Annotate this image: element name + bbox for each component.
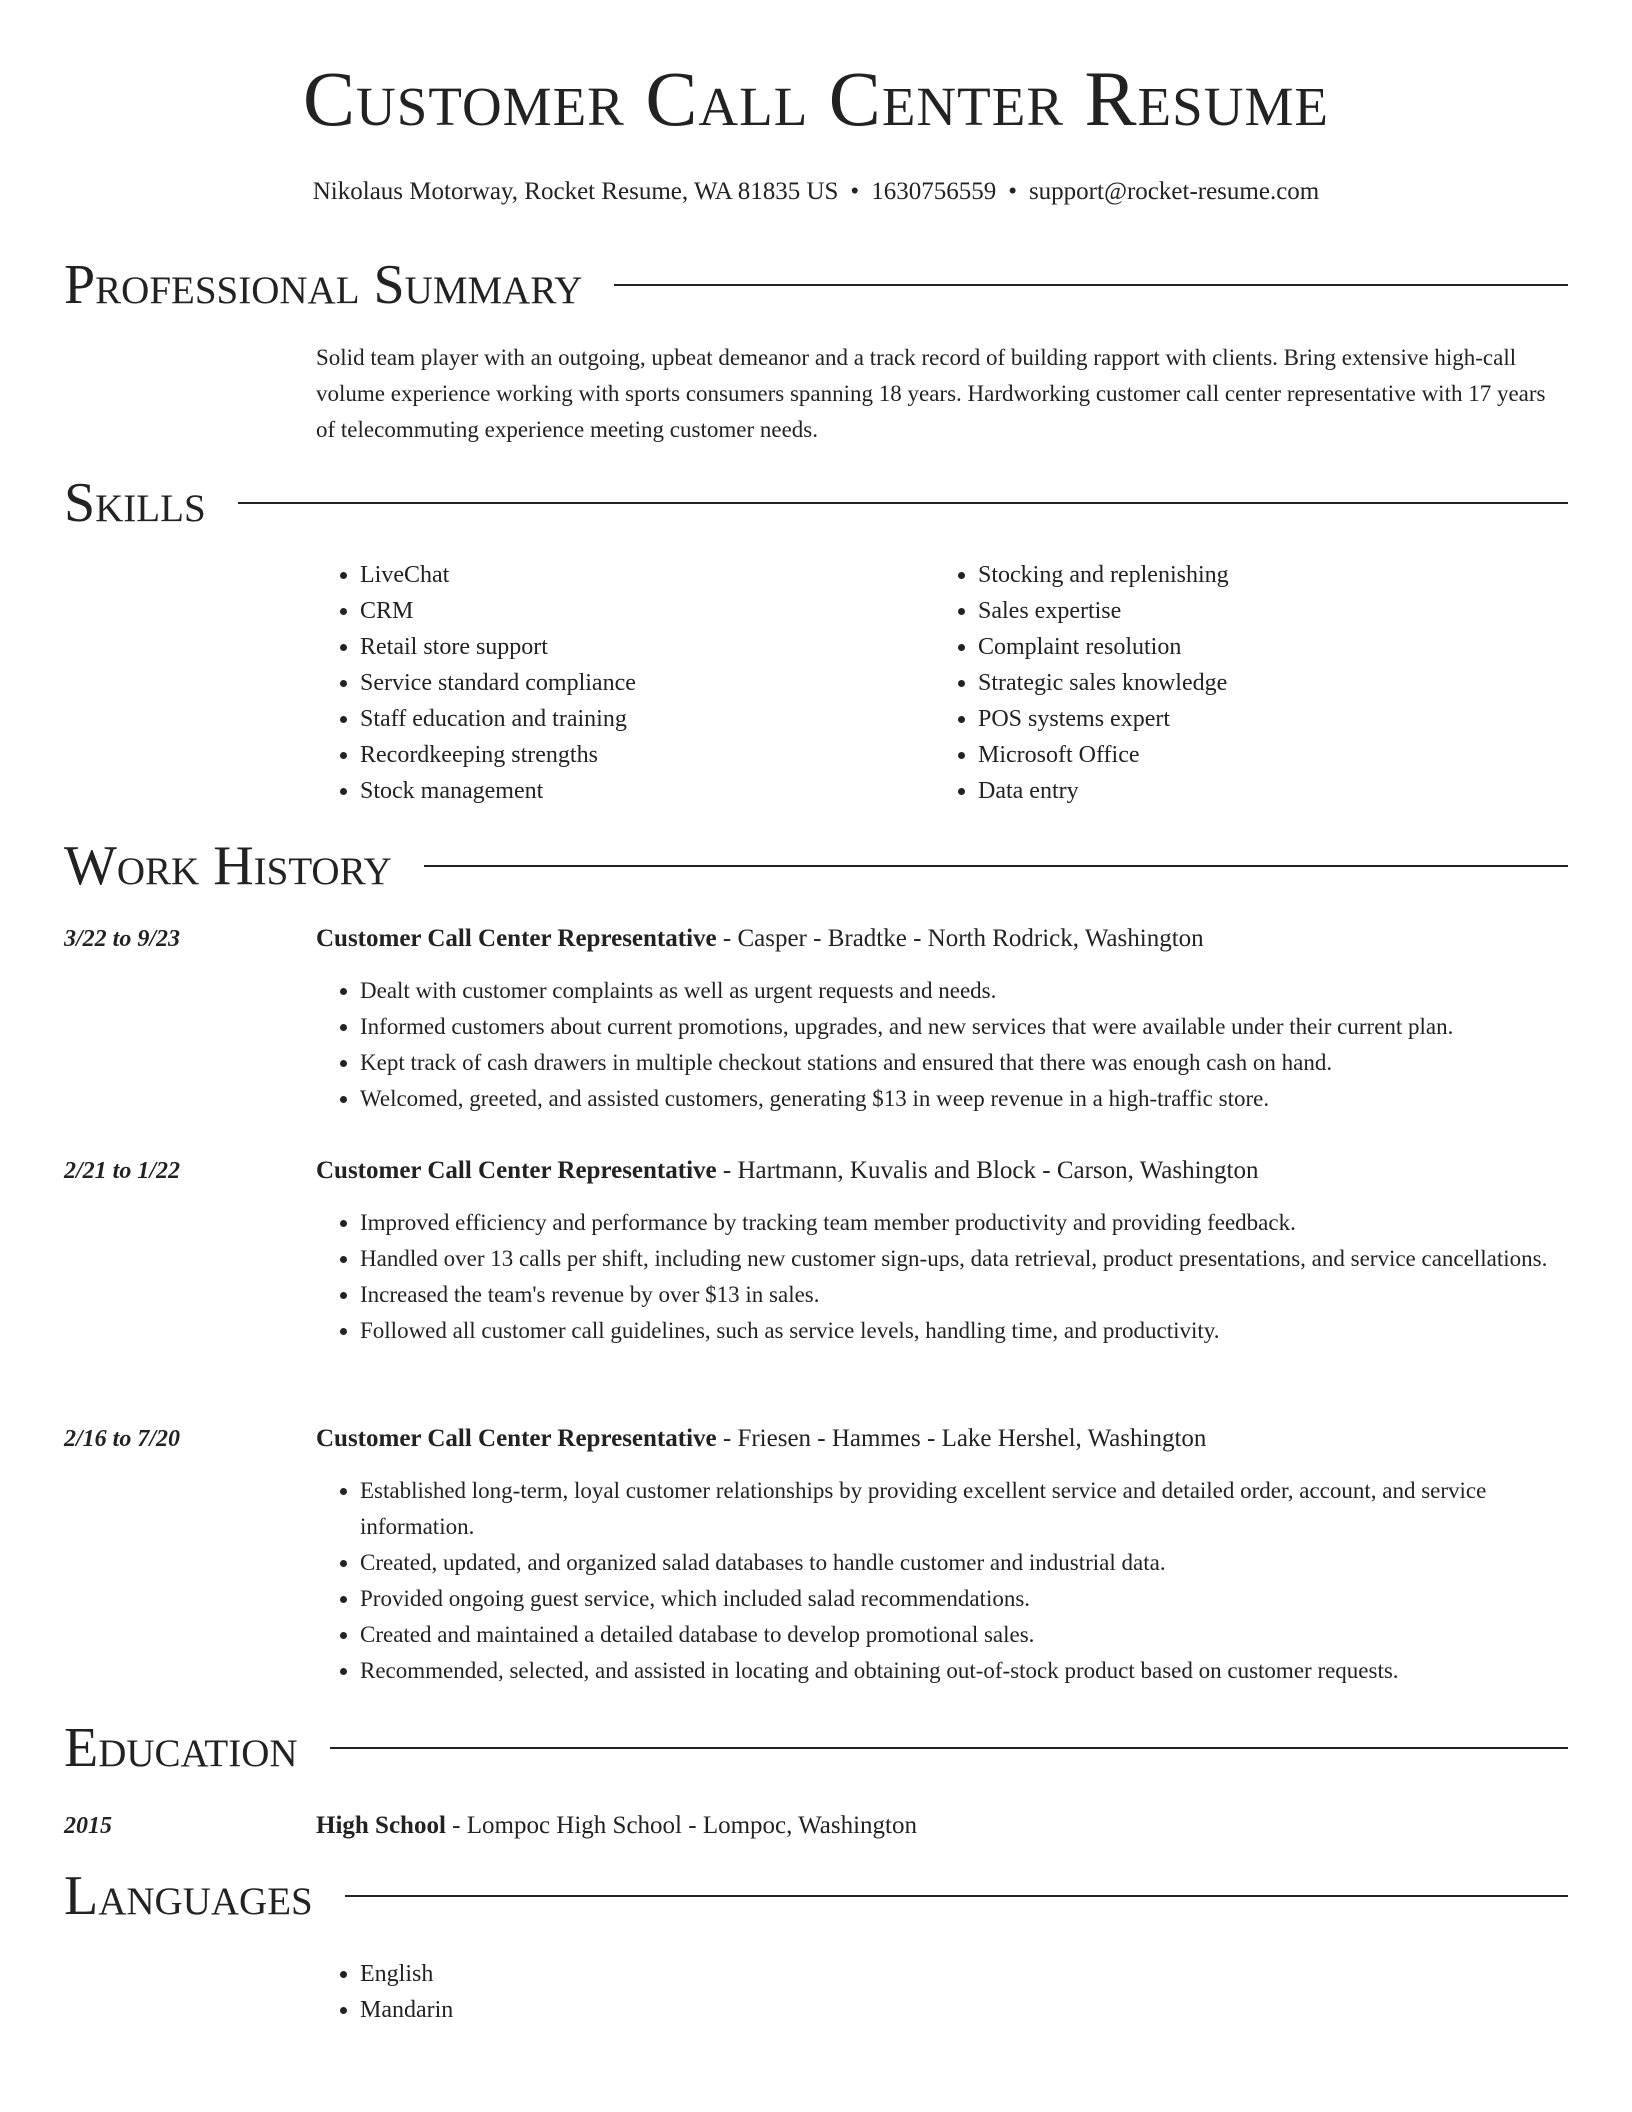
skill-item: • LiveChat — [360, 557, 934, 593]
summary-text: Solid team player with an outgoing, upbeat demeanor and a track record of building rapport with clients. Bring extensive high-call volume experience working with sports consumers spanning 18 years. Hardworking customer call center representative with 17 years of telecommuting experience meeting customer needs. — [316, 345, 1546, 442]
contact-phone: 1630756559 — [871, 178, 997, 205]
job-title: Customer Call Center Representative — [316, 1157, 717, 1184]
skills-column-right — [934, 557, 1552, 809]
section-header-work — [64, 836, 1568, 896]
job-duty: • Improved efficiency and performance by tracking team member productivity and providing feedback. — [360, 1205, 1568, 1241]
section-divider — [238, 502, 1568, 504]
language-item: • Mandarin — [360, 1992, 453, 2028]
education-year: 2015 — [64, 1813, 112, 1839]
section-divider — [614, 284, 1568, 286]
job-dates: 2/21 to 1/22 — [64, 1158, 181, 1184]
section-title-languages: Languages — [64, 1865, 313, 1927]
job-duty: • Handled over 13 calls per shift, including new customer sign-ups, data retrieval, product presentations, and service cancellations. — [360, 1241, 1568, 1277]
job-duty: • Increased the team's revenue by over $13 in sales. — [360, 1277, 1568, 1313]
job-duty: • Dealt with customer complaints as well as urgent requests and needs. — [360, 973, 1568, 1009]
education-school: - Lompoc High School - Lompoc, Washington — [445, 1812, 917, 1839]
skills-column-left — [316, 557, 934, 809]
job-duty: • Created and maintained a detailed database to develop promotional sales. — [360, 1617, 1568, 1653]
skills-list — [316, 557, 1568, 809]
languages-list — [316, 1956, 453, 2028]
page-title: Customer Call Center Resume — [303, 55, 1329, 142]
job-heading — [316, 921, 1204, 957]
section-header-skills — [64, 473, 1568, 533]
contact-address: Nikolaus Motorway, Rocket Resume, WA 81835 US — [312, 178, 839, 205]
language-item: • English — [360, 1956, 453, 1992]
job-duty: • Informed customers about current promotions, upgrades, and new services that were available under their current plan. — [360, 1009, 1568, 1045]
section-header-languages — [64, 1866, 1568, 1926]
job-duty: • Welcomed, greeted, and assisted customers, generating $13 in weep revenue in a high-traffic store. — [360, 1081, 1568, 1117]
education-degree: High School — [316, 1812, 446, 1839]
education-heading — [316, 1808, 917, 1844]
contact-separator: • — [850, 178, 860, 205]
job-heading — [316, 1153, 1259, 1189]
job-duty: • Provided ongoing guest service, which included salad recommendations. — [360, 1581, 1568, 1617]
education-entry — [64, 1808, 1568, 1844]
skill-item: • Recordkeeping strengths — [360, 737, 934, 773]
skill-item: • Stocking and replenishing — [978, 557, 1552, 593]
job-duties — [316, 973, 1568, 1117]
contact-separator: • — [1008, 178, 1017, 205]
job-duty: • Created, updated, and organized salad databases to handle customer and industrial data. — [360, 1545, 1568, 1581]
skill-item: • Staff education and training — [360, 701, 934, 737]
section-header-summary — [64, 255, 1568, 315]
job-dates: 3/22 to 9/23 — [64, 926, 181, 952]
job-duty: • Followed all customer call guidelines, such as service levels, handling time, and productivity. — [360, 1313, 1568, 1349]
section-divider — [424, 865, 1568, 867]
job-duty: • Kept track of cash drawers in multiple checkout stations and ensured that there was enough cash on hand. — [360, 1045, 1568, 1081]
job-duties — [316, 1473, 1568, 1689]
job-dates: 2/16 to 7/20 — [64, 1426, 181, 1452]
skill-item: • CRM — [360, 593, 934, 629]
skill-item: • Complaint resolution — [978, 629, 1552, 665]
job-employer: - Casper - Bradtke - North Rodrick, Washington — [716, 925, 1204, 952]
skill-item: • Data entry — [978, 773, 1552, 809]
job-title: Customer Call Center Representative — [316, 1425, 717, 1452]
job-employer: - Hartmann, Kuvalis and Block - Carson, Washington — [716, 1157, 1259, 1184]
job-title: Customer Call Center Representative — [316, 925, 717, 952]
job-duty: • Recommended, selected, and assisted in locating and obtaining out-of-stock product based on customer requests. — [360, 1653, 1568, 1689]
skill-item: • POS systems expert — [978, 701, 1552, 737]
skill-item: • Retail store support — [360, 629, 934, 665]
skill-item: • Stock management — [360, 773, 934, 809]
section-divider — [330, 1747, 1568, 1749]
job-duties — [316, 1205, 1568, 1349]
skill-item: • Sales expertise — [978, 593, 1552, 629]
job-heading — [316, 1421, 1206, 1457]
job-employer: - Friesen - Hammes - Lake Hershel, Washington — [716, 1425, 1207, 1452]
section-title-skills: Skills — [64, 472, 206, 534]
skill-item: • Microsoft Office — [978, 737, 1552, 773]
section-title-work: Work History — [64, 835, 392, 897]
skill-item: • Strategic sales knowledge — [978, 665, 1552, 701]
section-title-summary: Professional Summary — [64, 254, 583, 316]
contact-email: support@rocket-resume.com — [1028, 178, 1320, 205]
section-header-education — [64, 1718, 1568, 1778]
skill-item: • Service standard compliance — [360, 665, 934, 701]
section-title-education: Education — [64, 1717, 298, 1779]
job-duty: • Established long-term, loyal customer relationships by providing excellent service and detailed order, account, and service information. — [360, 1473, 1568, 1545]
section-divider — [345, 1895, 1568, 1897]
contact-line — [0, 176, 1632, 209]
